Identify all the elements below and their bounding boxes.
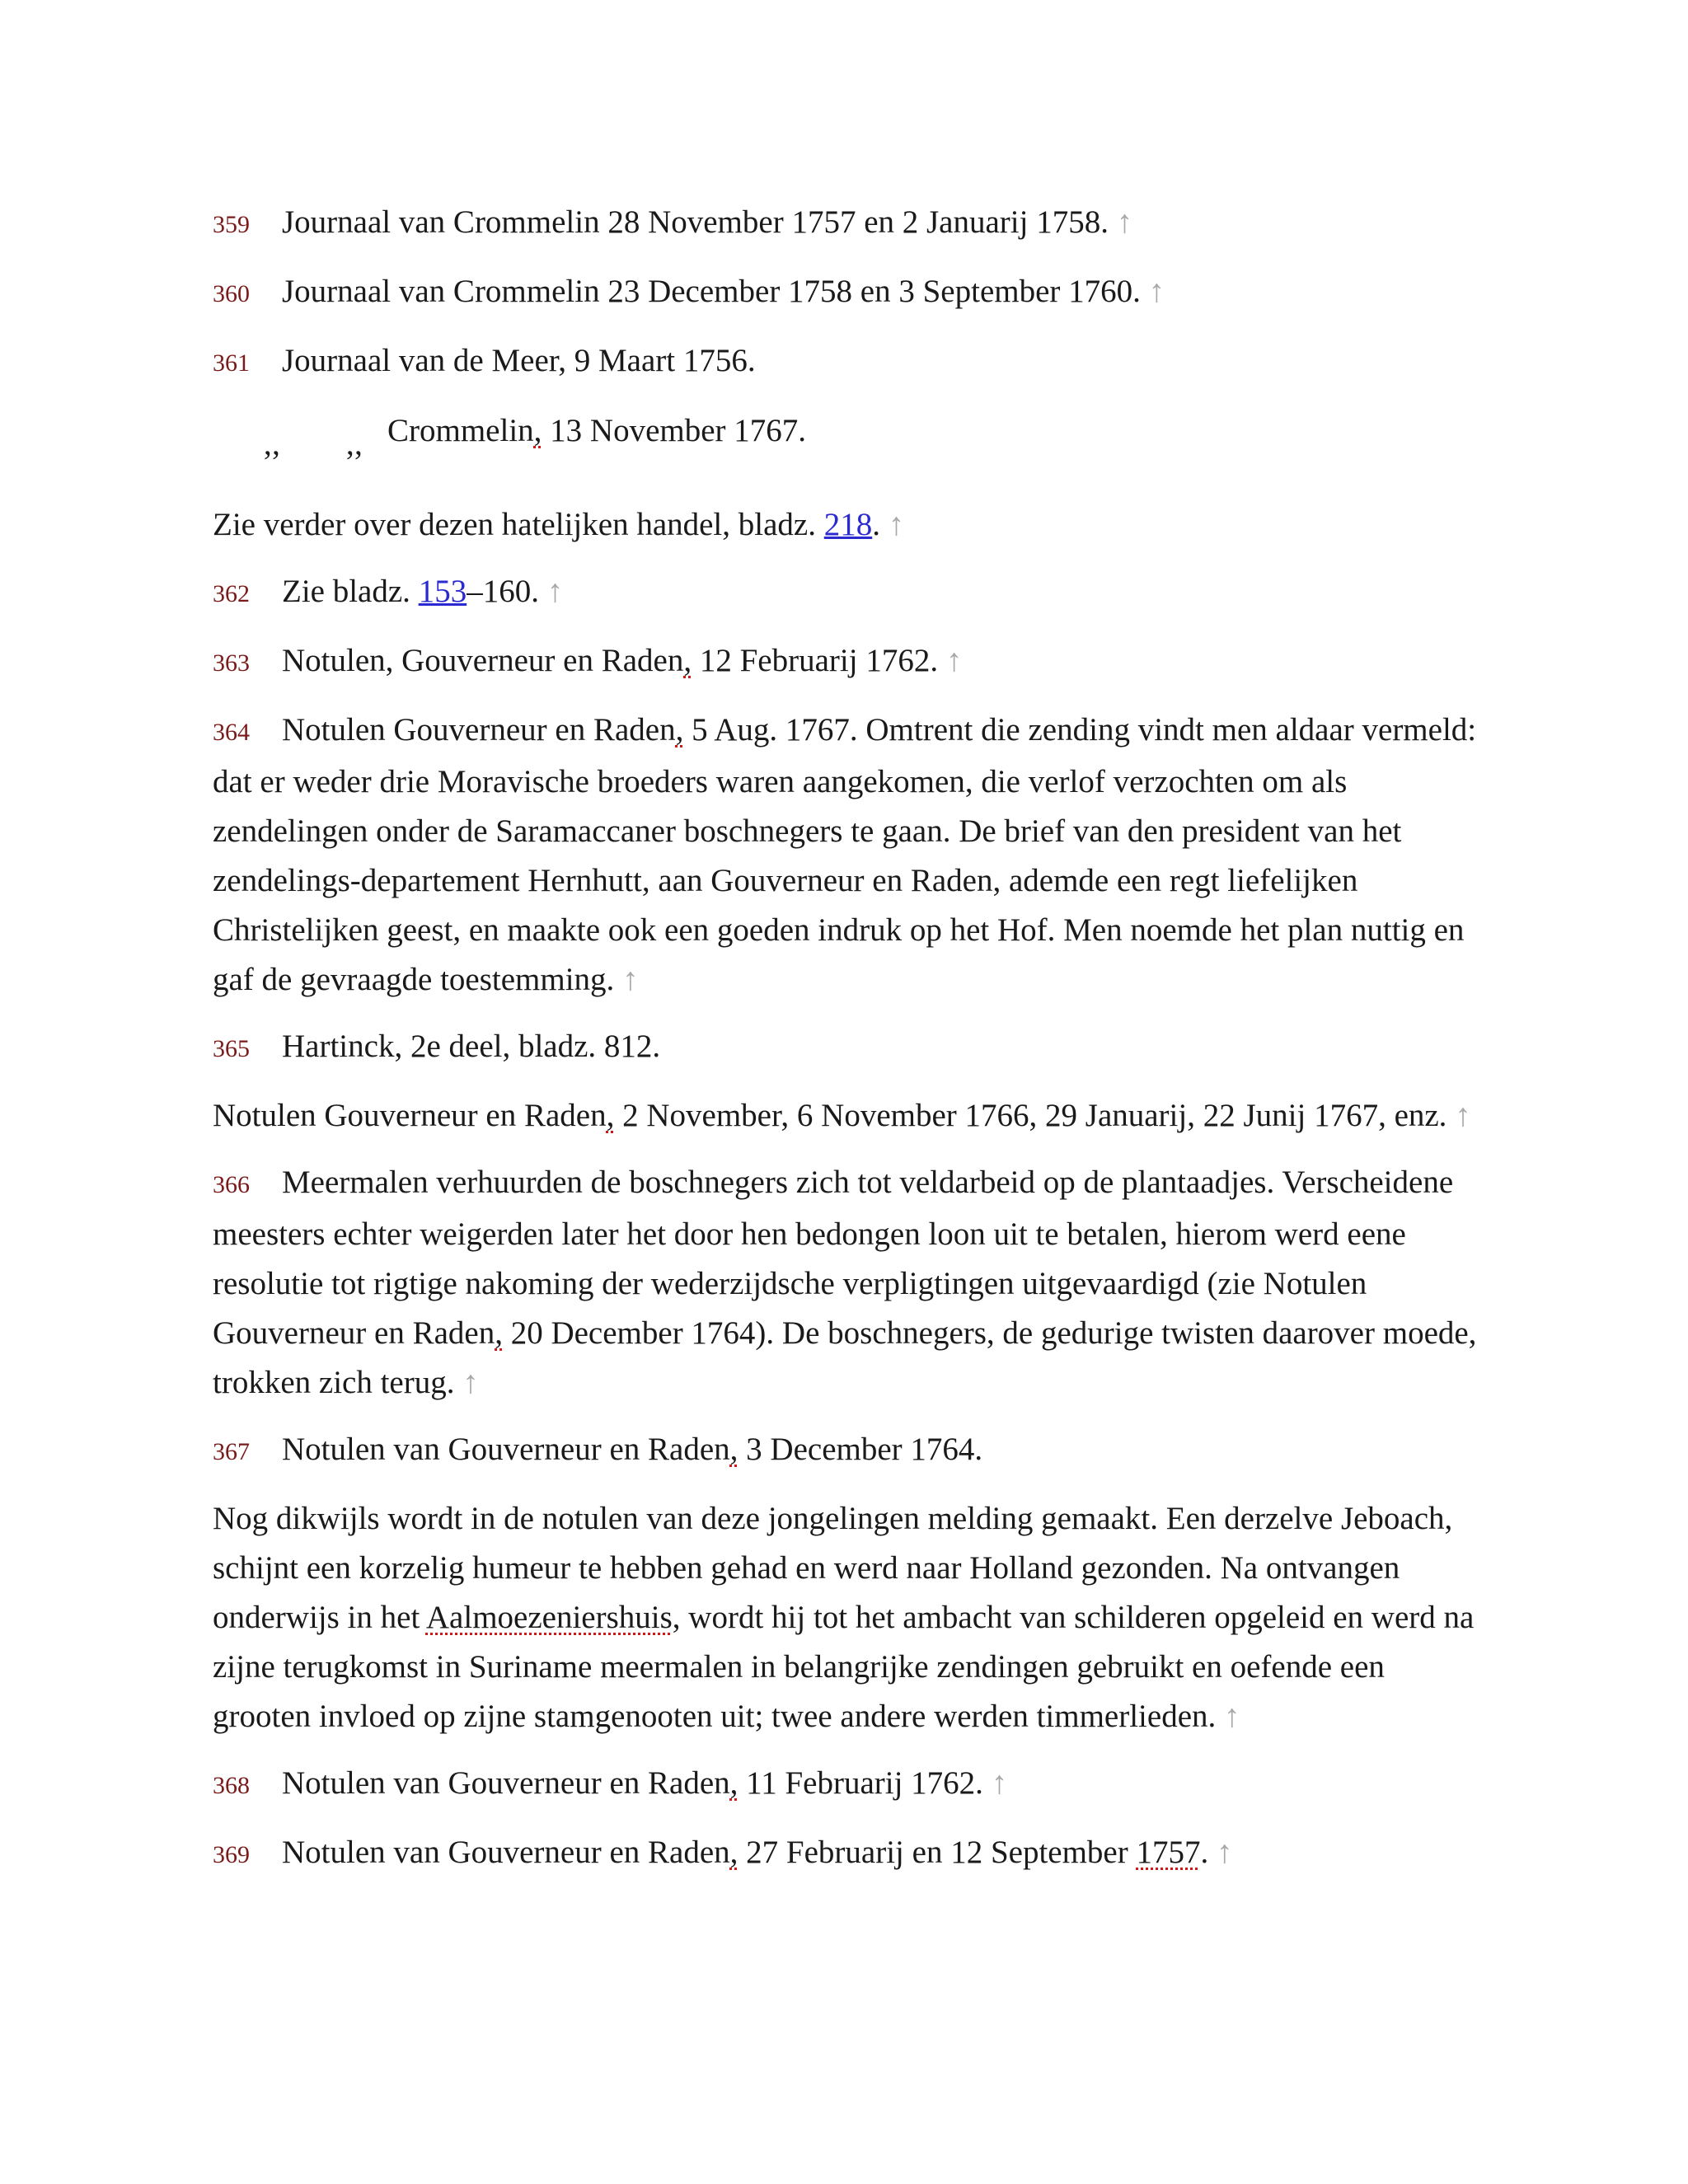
back-arrow-link[interactable]: ↑ xyxy=(1455,1098,1471,1133)
footnote-number: 366 xyxy=(213,1171,250,1198)
footnote-text: , wordt hij tot het ambacht van schilderen opgeleid en werd na zijne terugkomst in Suriname meermalen in belangrijke zendingen gebruikt en oefende een grooten invloed op zijne stamgenooten uit; twee andere werden timmerlieden. xyxy=(213,1600,1475,1734)
footnote-number: 362 xyxy=(213,580,250,607)
footnote-text: Notulen van Gouverneur en Raden xyxy=(282,1835,730,1870)
footnote-text: Zie verder over dezen hatelijken handel, bladz. xyxy=(213,507,824,542)
footnote-365 xyxy=(213,1022,1482,1074)
footnote-text: Journaal van Crommelin 28 November 1757 en 2 Januarij 1758. xyxy=(282,204,1117,240)
ditto-text xyxy=(387,406,806,456)
footnote-369 xyxy=(213,1828,1482,1880)
back-arrow-link[interactable]: ↑ xyxy=(1216,1835,1233,1870)
footnote-text: Notulen Gouverneur en Raden xyxy=(282,712,676,748)
back-arrow-link[interactable]: ↑ xyxy=(945,643,963,678)
footnote-number: 365 xyxy=(213,1035,250,1062)
back-arrow-link[interactable]: ↑ xyxy=(546,574,564,609)
footnote-text: Nog dikwijls wordt in de notulen van deze jongelingen melding gemaakt. Een derzelve Jeboach, schijnt een korzelig humeur te hebben gehad en werd naar Holland gezonden. Na ontvangen onderwijs in het xyxy=(213,1501,1453,1635)
footnote-366 xyxy=(213,1158,1482,1408)
flagged-comma: , xyxy=(606,1098,615,1133)
flagged-comma: , xyxy=(729,1835,738,1870)
footnote-text: Notulen van Gouverneur en Raden xyxy=(282,1432,730,1467)
footnote-367 xyxy=(213,1425,1482,1477)
footnote-367-continuation xyxy=(213,1494,1482,1741)
flagged-comma: , xyxy=(675,712,684,748)
footnote-text: . xyxy=(872,507,889,542)
footnote-text: 2 November, 6 November 1766, 29 Januarij, 22 Junij 1767, enz. xyxy=(614,1098,1456,1133)
footnote-text: 12 Februarij 1762. xyxy=(692,643,946,678)
footnote-text: Notulen, Gouverneur en Raden xyxy=(282,643,684,678)
footnote-number: 368 xyxy=(213,1772,250,1799)
footnotes-page xyxy=(213,198,1482,1897)
footnote-359 xyxy=(213,198,1482,250)
source-date: 13 November 1767. xyxy=(542,413,807,448)
footnote-number: 369 xyxy=(213,1841,250,1868)
footnote-text: 5 Aug. 1767. Omtrent die zending vindt men aldaar vermeld: dat er weder drie Moravische broeders waren aangekomen, die verlof verzochten om als zendelingen onder de Saramaccaner boschnegers te gaan. De brief van den president van het zendelings-departement Hernhutt, aan Gouverneur en Raden, ademde een regt liefelijken Christelijken geest, en maakte ook een goeden indruk op het Hof. Men noemde het plan nuttig en gaf de gevraagde toestemming. xyxy=(213,712,1477,997)
flagged-word: Aalmoezeniershuis xyxy=(425,1600,673,1635)
footnote-363 xyxy=(213,636,1482,688)
footnote-text: –160. xyxy=(467,574,547,609)
footnote-text: Journaal van Crommelin 23 December 1758 en 3 September 1760. xyxy=(282,274,1149,309)
back-arrow-link[interactable]: ↑ xyxy=(888,507,905,542)
back-arrow-link[interactable]: ↑ xyxy=(1224,1699,1240,1734)
back-arrow-link[interactable]: ↑ xyxy=(1116,204,1133,240)
footnote-364 xyxy=(213,705,1482,1005)
footnote-text: 3 December 1764. xyxy=(738,1432,983,1467)
flagged-comma: , xyxy=(683,643,692,678)
footnote-number: 363 xyxy=(213,649,250,677)
footnote-368 xyxy=(213,1759,1482,1811)
footnote-365-continuation xyxy=(213,1091,1482,1141)
footnote-number: 364 xyxy=(213,719,250,746)
footnote-text: Notulen van Gouverneur en Raden xyxy=(282,1765,730,1801)
ditto-mark: ’’ xyxy=(262,444,282,480)
footnote-text: 11 Februarij 1762. xyxy=(738,1765,992,1801)
flagged-year: 1757 xyxy=(1136,1835,1201,1870)
footnote-text: . xyxy=(1200,1835,1217,1870)
footnote-360 xyxy=(213,267,1482,319)
footnote-text: Journaal van de Meer, 9 Maart 1756. xyxy=(282,343,756,378)
footnote-text: Zie bladz. xyxy=(282,574,419,609)
footnote-text: Meermalen verhuurden de boschnegers zich tot veldarbeid op de plantaadjes. Verscheidene meesters echter weigerden later het door hen bedongen loon uit te betalen, hierom werd eene resolutie tot rigtige nakoming der wederzijdsche verpligtingen uitgevaardigd (zie Notulen Gouverneur en Raden xyxy=(213,1165,1454,1351)
page-link-218[interactable]: 218 xyxy=(823,507,873,542)
footnote-text: 27 Februarij en 12 September xyxy=(738,1835,1137,1870)
page-link-153[interactable]: 153 xyxy=(418,574,467,609)
footnote-text: Notulen Gouverneur en Raden xyxy=(213,1098,607,1133)
footnote-number: 360 xyxy=(213,280,250,307)
flagged-comma: , xyxy=(533,413,542,448)
footnote-number: 359 xyxy=(213,211,250,238)
flagged-comma: , xyxy=(729,1765,738,1801)
footnote-number: 361 xyxy=(213,349,250,377)
back-arrow-link[interactable]: ↑ xyxy=(991,1765,1008,1801)
footnote-361 xyxy=(213,336,1482,388)
footnote-text: 20 December 1764). De boschnegers, de gedurige twisten daarover moede, trokken zich terug. xyxy=(213,1315,1477,1400)
ditto-mark: ’’ xyxy=(345,444,364,480)
flagged-comma: , xyxy=(495,1315,503,1351)
back-arrow-link[interactable]: ↑ xyxy=(622,962,639,997)
footnote-362 xyxy=(213,567,1482,619)
footnote-number: 367 xyxy=(213,1438,250,1465)
flagged-comma: , xyxy=(729,1432,738,1467)
back-arrow-link[interactable]: ↑ xyxy=(462,1365,479,1400)
source-name: Crommelin xyxy=(387,413,534,448)
footnote-text: Hartinck, 2e deel, bladz. 812. xyxy=(282,1029,661,1064)
back-arrow-link[interactable]: ↑ xyxy=(1148,274,1165,309)
ditto-line xyxy=(213,406,1482,513)
